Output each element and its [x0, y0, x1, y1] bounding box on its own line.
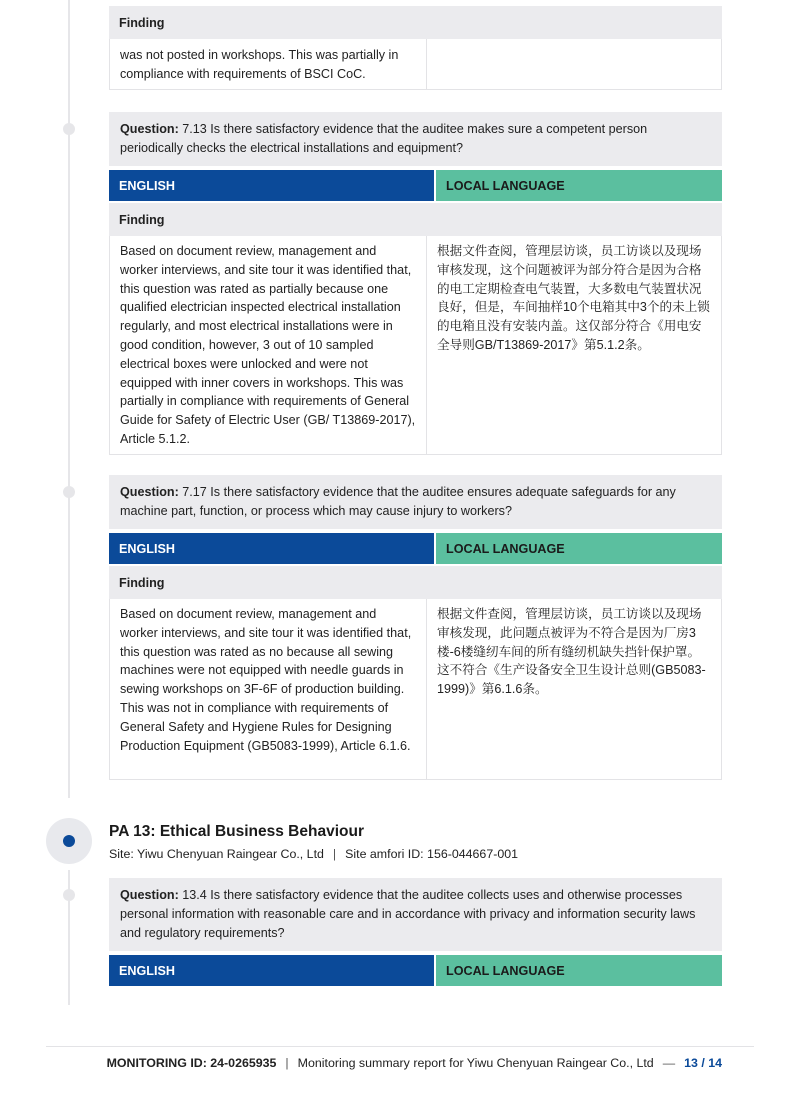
finding-body — [109, 236, 722, 455]
finding-body — [109, 39, 722, 90]
local-language-column-header: LOCAL LANGUAGE — [436, 533, 722, 564]
site-amfori-id: Site amfori ID: 156-044667-001 — [345, 847, 519, 861]
question-label: Question: — [120, 485, 179, 499]
local-language-column-header: LOCAL LANGUAGE — [436, 955, 722, 986]
finding-text-english: Based on document review, management and worker interviews, and site tour it was identified that, this question was rated as partially because one qualified electrician inspected electrical installation regularly, and most electrical installations were in good condition, however, 3 out of 10 sampled electrical boxes were unlocked and were not equipped with inner covers in workshops. This was partially in compliance with requirements of General Guide for Safety of Electric User (GB/ T13869-2017), Article 5.1.2. — [110, 236, 427, 454]
finding-header: Finding — [109, 203, 722, 236]
timeline-dot-q713 — [63, 123, 75, 135]
finding-text-local: 根据文件查阅，管理层访谈，员工访谈以及现场审核发现，这个问题被评为部分符合是因为合格的电工定期检查电气装置，大多数电气装置状况良好，但是，车间抽样10个电箱其中3个的未上锁的电箱且没有安装内盖。这仅部分符合《用电安全导则GB/T13869-2017》第5.1.2条。 — [437, 244, 710, 352]
finding-text-local: 根据文件查阅，管理层访谈，员工访谈以及现场审核发现，此问题点被评为不符合是因为厂房3楼-6楼缝纫车间的所有缝纫机缺失挡针保护罩。这不符合《生产设备安全卫生设计总则(GB5083-1999)》第6.1.6条。 — [437, 607, 706, 697]
timeline-dot-q717 — [63, 486, 75, 498]
page-footer — [107, 1056, 722, 1070]
finding-fragment — [109, 6, 722, 90]
local-language-column-header: LOCAL LANGUAGE — [436, 170, 722, 201]
question-header — [109, 112, 722, 166]
site-name: Site: Yiwu Chenyuan Raingear Co., Ltd — [109, 847, 324, 861]
pa-timeline-marker — [46, 818, 92, 864]
finding-header: Finding — [109, 6, 722, 39]
finding-text-english: was not posted in workshops. This was partially in compliance with requirements of BSCI CoC. — [110, 39, 427, 89]
language-header-row — [109, 170, 722, 201]
question-text: 7.13 Is there satisfactory evidence that the auditee makes sure a competent person periodically checks the electrical installations and equipment? — [120, 122, 648, 155]
question-label: Question: — [120, 888, 179, 902]
question-block-7-17 — [109, 475, 722, 780]
english-column-header: ENGLISH — [109, 170, 434, 201]
footer-separator: | — [285, 1056, 289, 1070]
footer-page-number: 13 / 14 — [684, 1056, 722, 1070]
pa-marker-dot-icon — [63, 835, 75, 847]
question-label: Question: — [120, 122, 179, 136]
language-header-row — [109, 533, 722, 564]
footer-report-text: Monitoring summary report for Yiwu Chenyuan Raingear Co., Ltd — [297, 1056, 654, 1070]
pa-section-site-line — [109, 847, 518, 861]
site-separator: | — [332, 847, 337, 861]
question-block-13-4 — [109, 878, 722, 986]
question-text: 7.17 Is there satisfactory evidence that the auditee ensures adequate safeguards for any machine part, function, or process which may cause injury to workers? — [120, 485, 676, 518]
footer-monitoring-id: MONITORING ID: 24-0265935 — [106, 1056, 277, 1070]
footer-dash: — — [662, 1056, 676, 1070]
english-column-header: ENGLISH — [109, 955, 434, 986]
pa-section-title: PA 13: Ethical Business Behaviour — [109, 823, 364, 840]
finding-text-english: Based on document review, management and worker interviews, and site tour it was identified that, this question was rated as no because all sewing machines were not equipped with needle guards in sewing workshops on 3F-6F of production building. This was not in compliance with requirements of General Safety and Hygiene Rules for Designing Production Equipment (GB5083-1999), Article 6.1.6. — [110, 599, 427, 779]
timeline-line-upper — [68, 0, 70, 798]
question-text: 13.4 Is there satisfactory evidence that the auditee collects uses and otherwise processes personal information with reasonable care and in accordance with privacy and information security laws and regulatory requirements? — [120, 888, 696, 940]
question-header — [109, 878, 722, 951]
finding-body — [109, 599, 722, 780]
timeline-dot-q134 — [63, 889, 75, 901]
finding-text-local — [427, 39, 721, 89]
question-block-7-13 — [109, 112, 722, 455]
language-header-row — [109, 955, 722, 986]
question-header — [109, 475, 722, 529]
english-column-header: ENGLISH — [109, 533, 434, 564]
footer-divider — [46, 1046, 754, 1047]
finding-header: Finding — [109, 566, 722, 599]
